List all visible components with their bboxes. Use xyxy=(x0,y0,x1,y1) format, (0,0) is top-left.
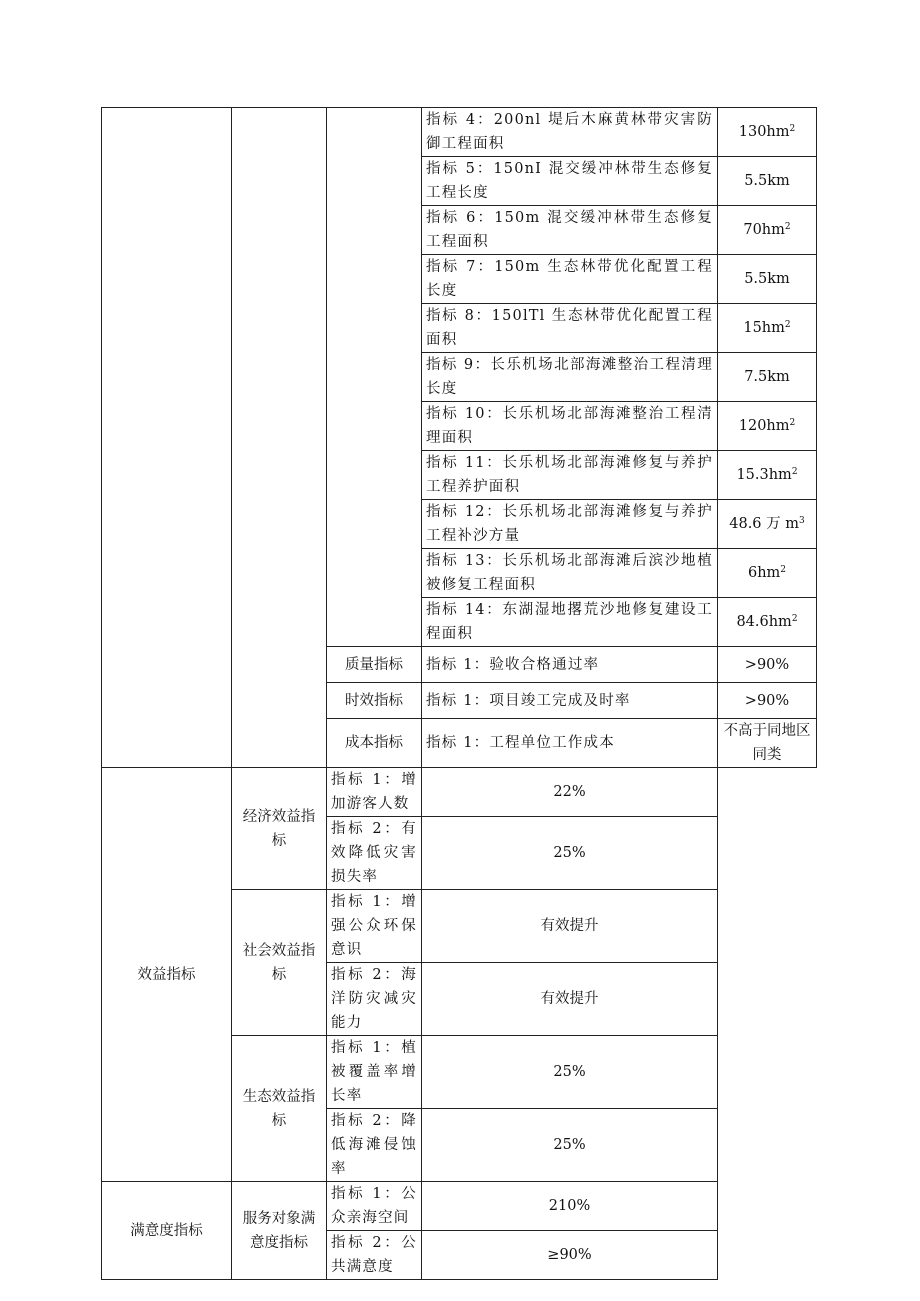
value-cell: $130hm^2$ xyxy=(718,108,817,157)
sub-category-cell: 服务对象满意度指标 xyxy=(232,1182,327,1280)
value-cell: $84.6hm^2$ xyxy=(718,598,817,647)
performance-indicator-table xyxy=(101,107,817,1280)
indicator-cell: 指标 1：公众亲海空间 xyxy=(327,1182,422,1231)
value-cell: 有效提升 xyxy=(422,890,718,963)
indicator-cell: 指标 2：有效降低灾害损失率 xyxy=(327,817,422,890)
indicator-cell: 指标 1：植被覆盖率增长率 xyxy=(327,1036,422,1109)
indicator-cell: 指标 2：降低海滩侵蚀率 xyxy=(327,1109,422,1182)
level1-cell-blank xyxy=(102,108,232,768)
indicator-cell: 指标 7：150m 生态林带优化配置工程长度 xyxy=(422,255,718,304)
value-cell: $70hm^2$ xyxy=(718,206,817,255)
sub-category-cell: 质量指标 xyxy=(327,647,422,683)
indicator-cell: 指标 12：长乐机场北部海滩修复与养护工程补沙方量 xyxy=(422,500,718,549)
value-cell: 22% xyxy=(422,768,718,817)
value-cell: 25% xyxy=(422,817,718,890)
value-cell: 25% xyxy=(422,1036,718,1109)
table-row xyxy=(102,1182,817,1231)
sub-category-cell: 生态效益指标 xyxy=(232,1036,327,1182)
value-cell: $15.3hm^2$ xyxy=(718,451,817,500)
indicator-cell: 指标 5：150nI 混交缓冲林带生态修复工程长度 xyxy=(422,157,718,206)
category-cell: 效益指标 xyxy=(102,768,232,1182)
sub-category-cell: 经济效益指标 xyxy=(232,768,327,890)
value-cell: $120hm^2$ xyxy=(718,402,817,451)
indicator-cell: 指标 2：公共满意度 xyxy=(327,1231,422,1280)
table-row xyxy=(102,108,817,157)
indicator-cell: 指标 2：海洋防灾减灾能力 xyxy=(327,963,422,1036)
value-cell: 210% xyxy=(422,1182,718,1231)
sub-category-cell: 时效指标 xyxy=(327,683,422,719)
indicator-cell: 指标 13：长乐机场北部海滩后滨沙地植被修复工程面积 xyxy=(422,549,718,598)
value-cell: $15hm^2$ xyxy=(718,304,817,353)
value-cell: 48.6 万 $m^3$ xyxy=(718,500,817,549)
value-cell: 25% xyxy=(422,1109,718,1182)
indicator-cell: 指标 1：增加游客人数 xyxy=(327,768,422,817)
indicator-cell: 指标 4：200nl 堤后木麻黄林带灾害防御工程面积 xyxy=(422,108,718,157)
indicator-cell: 指标 14：东湖湿地撂荒沙地修复建设工程面积 xyxy=(422,598,718,647)
indicator-cell: 指标 9：长乐机场北部海滩整治工程清理长度 xyxy=(422,353,718,402)
value-cell: 7.5km xyxy=(718,353,817,402)
value-cell: 有效提升 xyxy=(422,963,718,1036)
value-cell: 5.5km xyxy=(718,157,817,206)
sub-category-cell: 社会效益指标 xyxy=(232,890,327,1036)
indicator-cell: 指标 10：长乐机场北部海滩整治工程清理面积 xyxy=(422,402,718,451)
value-cell: >90% xyxy=(718,647,817,683)
indicator-cell: 指标 11：长乐机场北部海滩修复与养护工程养护面积 xyxy=(422,451,718,500)
level3-cell-quantity-blank xyxy=(327,108,422,647)
table-row xyxy=(102,768,817,817)
indicator-cell: 指标 8：150lTl 生态林带优化配置工程面积 xyxy=(422,304,718,353)
indicator-cell: 指标 1：工程单位工作成本 xyxy=(422,719,718,768)
value-cell: ≥90% xyxy=(422,1231,718,1280)
level2-cell-blank xyxy=(232,108,327,768)
indicator-cell: 指标 6：150m 混交缓冲林带生态修复工程面积 xyxy=(422,206,718,255)
value-cell: 不高于同地区同类 xyxy=(718,719,817,768)
indicator-cell: 指标 1：增强公众环保意识 xyxy=(327,890,422,963)
value-cell: $6hm^2$ xyxy=(718,549,817,598)
indicator-cell: 指标 1：验收合格通过率 xyxy=(422,647,718,683)
value-cell: >90% xyxy=(718,683,817,719)
indicator-cell: 指标 1：项目竣工完成及时率 xyxy=(422,683,718,719)
sub-category-cell: 成本指标 xyxy=(327,719,422,768)
value-cell: 5.5km xyxy=(718,255,817,304)
category-cell: 满意度指标 xyxy=(102,1182,232,1280)
